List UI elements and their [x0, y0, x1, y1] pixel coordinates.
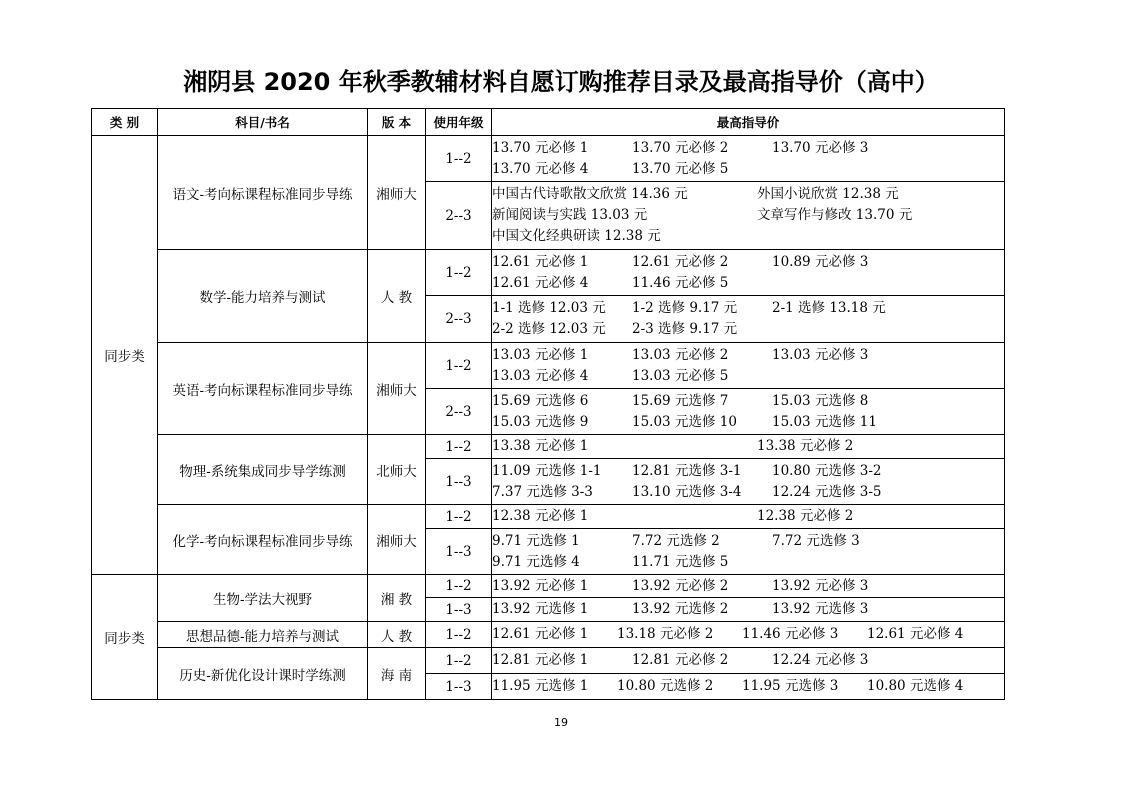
- grade-cell: 1--2: [426, 136, 492, 182]
- book-name: 物理-系统集成同步导学练测: [158, 435, 368, 505]
- price-entry: 10.80 元选修 2: [617, 678, 714, 694]
- table-row: [92, 250, 1005, 296]
- price-cell: [492, 182, 1005, 250]
- price-entry: 15.69 元选修 7: [632, 392, 729, 409]
- book-name: 生物-学法大视野: [158, 575, 368, 622]
- grade-cell: 1--3: [426, 598, 492, 622]
- price-cell: [492, 622, 1005, 648]
- price-entry: 9.71 元选修 1: [492, 532, 580, 549]
- price-cell: [492, 389, 1005, 435]
- header-edition: 版 本: [368, 109, 426, 136]
- price-cell: [492, 529, 1005, 575]
- price-line: [492, 345, 1004, 366]
- price-entry: 12.38 元必修 2: [757, 508, 854, 524]
- price-line: [492, 205, 1004, 226]
- price-entry: 15.03 元选修 8: [772, 392, 869, 409]
- grade-cell: 1--2: [426, 648, 492, 674]
- book-edition: 人 教: [368, 250, 426, 343]
- price-entry: 13.70 元必修 5: [632, 160, 729, 177]
- book-name: 化学-考向标课程标准同步导练: [158, 505, 368, 575]
- book-edition: 人 教: [368, 622, 426, 648]
- price-line: [492, 461, 1004, 482]
- price-line: [492, 273, 1004, 294]
- price-line: [492, 531, 1004, 552]
- price-entry: 13.03 元必修 1: [492, 346, 589, 363]
- price-line: [492, 226, 1004, 247]
- price-line: [492, 482, 1004, 503]
- price-entry: 7.72 元选修 3: [772, 532, 860, 549]
- price-entry: 15.03 元选修 11: [772, 413, 877, 430]
- price-cell: [492, 296, 1005, 343]
- price-line: [492, 138, 1004, 159]
- category-cell: 同步类: [92, 136, 158, 575]
- price-entry: 12.81 元选修 3-1: [632, 462, 742, 479]
- book-name: 历史-新优化设计课时学练测: [158, 648, 368, 700]
- price-entry: 13.18 元必修 2: [617, 626, 714, 642]
- grade-cell: 1--3: [426, 674, 492, 700]
- price-entry: 中国文化经典研读 12.38 元: [492, 228, 661, 244]
- price-line: [492, 391, 1004, 412]
- price-entry: 11.71 元选修 5: [632, 553, 729, 570]
- price-entry: 7.37 元选修 3-3: [492, 483, 593, 500]
- price-entry: 11.09 元选修 1-1: [492, 462, 602, 479]
- price-entry: 12.61 元必修 4: [492, 274, 589, 291]
- price-entry: 13.92 元选修 3: [772, 601, 869, 617]
- header-price: 最高指导价: [492, 109, 1005, 136]
- price-line: [492, 599, 1004, 620]
- price-entry: 13.92 元必修 2: [632, 577, 729, 594]
- grade-cell: 1--2: [426, 250, 492, 296]
- price-line: [492, 184, 1004, 205]
- price-entry: 13.92 元选修 1: [492, 601, 589, 617]
- header-row: [92, 109, 1005, 136]
- price-entry: 13.03 元必修 2: [632, 346, 729, 363]
- price-entry: 10.80 元选修 4: [867, 678, 964, 694]
- book-edition: 海 南: [368, 648, 426, 700]
- price-entry: 新闻阅读与实践 13.03 元: [492, 207, 648, 223]
- book-edition: 湘师大: [368, 343, 426, 435]
- price-entry: 13.38 元必修 1: [492, 438, 589, 454]
- grade-cell: 1--2: [426, 622, 492, 648]
- price-entry: 12.61 元必修 4: [867, 626, 964, 642]
- category-cell: 同步类: [92, 575, 158, 700]
- table-row: [92, 136, 1005, 182]
- grade-cell: 2--3: [426, 296, 492, 343]
- price-entry: 1-2 选修 9.17 元: [632, 300, 738, 316]
- price-entry: 12.81 元必修 1: [492, 652, 589, 668]
- price-entry: 12.24 元选修 3-5: [772, 483, 882, 500]
- price-entry: 13.92 元必修 1: [492, 577, 589, 594]
- book-name: 语文-考向标课程标准同步导练: [158, 136, 368, 250]
- price-cell: [492, 136, 1005, 182]
- book-edition: 湘师大: [368, 505, 426, 575]
- price-entry: 7.72 元选修 2: [632, 532, 720, 549]
- header-grade: 使用年级: [426, 109, 492, 136]
- page-title: 湘阴县 2020 年秋季教辅材料自愿订购推荐目录及最高指导价（高中）: [183, 68, 939, 96]
- price-entry: 10.89 元必修 3: [772, 253, 869, 270]
- book-name: 思想品德-能力培养与测试: [158, 622, 368, 648]
- price-line: [492, 298, 1004, 319]
- price-cell: [492, 648, 1005, 674]
- price-entry: 11.46 元必修 5: [632, 274, 729, 291]
- price-entry: 12.61 元必修 2: [632, 253, 729, 270]
- price-entry: 2-2 选修 12.03 元: [492, 321, 606, 337]
- price-entry: 11.46 元必修 3: [742, 626, 839, 642]
- price-cell: [492, 459, 1005, 505]
- header-category: 类 别: [92, 109, 158, 136]
- price-entry: 13.38 元必修 2: [757, 438, 854, 454]
- price-line: [492, 436, 1004, 457]
- price-line: [492, 412, 1004, 433]
- price-cell: [492, 674, 1005, 700]
- price-cell: [492, 505, 1005, 529]
- price-line: [492, 506, 1004, 527]
- price-line: [492, 159, 1004, 180]
- grade-cell: 1--2: [426, 343, 492, 389]
- price-line: [492, 552, 1004, 573]
- price-entry: 15.03 元选修 10: [632, 413, 737, 430]
- table-row: [92, 435, 1005, 459]
- price-cell: [492, 598, 1005, 622]
- book-edition: 湘师大: [368, 136, 426, 250]
- table-row: [92, 505, 1005, 529]
- price-entry: 13.92 元选修 2: [632, 601, 729, 617]
- page-number: 19: [554, 716, 568, 729]
- price-entry: 12.61 元必修 1: [492, 626, 589, 642]
- price-entry: 1-1 选修 12.03 元: [492, 300, 606, 316]
- price-cell: [492, 250, 1005, 296]
- grade-cell: 1--2: [426, 505, 492, 529]
- price-entry: 10.80 元选修 3-2: [772, 462, 882, 479]
- grade-cell: 2--3: [426, 182, 492, 250]
- price-entry: 11.95 元选修 1: [492, 678, 589, 694]
- price-entry: 13.03 元必修 3: [772, 346, 869, 363]
- price-line: [492, 624, 1004, 645]
- price-entry: 9.71 元选修 4: [492, 553, 580, 570]
- price-entry: 中国古代诗歌散文欣赏 14.36 元: [492, 186, 688, 202]
- price-entry: 15.69 元选修 6: [492, 392, 589, 409]
- price-entry: 13.03 元必修 4: [492, 367, 589, 384]
- price-entry: 13.10 元选修 3-4: [632, 483, 742, 500]
- price-entry: 12.61 元必修 1: [492, 253, 589, 270]
- price-entry: 13.70 元必修 1: [492, 139, 589, 156]
- price-line: [492, 676, 1004, 697]
- price-entry: 12.24 元必修 3: [772, 652, 869, 668]
- header-book: 科目/书名: [158, 109, 368, 136]
- price-entry: 外国小说欣赏 12.38 元: [757, 186, 899, 202]
- grade-cell: 1--3: [426, 459, 492, 505]
- price-cell: [492, 343, 1005, 389]
- price-entry: 12.38 元必修 1: [492, 508, 589, 524]
- price-entry: 12.81 元必修 2: [632, 652, 729, 668]
- book-name: 数学-能力培养与测试: [158, 250, 368, 343]
- price-entry: 13.70 元必修 2: [632, 139, 729, 156]
- grade-cell: 1--2: [426, 575, 492, 598]
- price-cell: [492, 435, 1005, 459]
- price-cell: [492, 575, 1005, 598]
- price-entry: 13.03 元必修 5: [632, 367, 729, 384]
- book-name: 英语-考向标课程标准同步导练: [158, 343, 368, 435]
- price-entry: 11.95 元选修 3: [742, 678, 839, 694]
- table-row: [92, 575, 1005, 598]
- book-edition: 湘 教: [368, 575, 426, 622]
- price-entry: 文章写作与修改 13.70 元: [757, 207, 913, 223]
- price-entry: 13.92 元必修 3: [772, 577, 869, 594]
- grade-cell: 2--3: [426, 389, 492, 435]
- price-line: [492, 650, 1004, 671]
- price-entry: 15.03 元选修 9: [492, 413, 589, 430]
- price-line: [492, 576, 1004, 597]
- price-entry: 2-1 选修 13.18 元: [772, 300, 886, 316]
- price-table: [91, 108, 1005, 700]
- price-line: [492, 366, 1004, 387]
- price-entry: 13.70 元必修 3: [772, 139, 869, 156]
- price-line: [492, 252, 1004, 273]
- price-entry: 13.70 元必修 4: [492, 160, 589, 177]
- table-row: [92, 343, 1005, 389]
- price-entry: 2-3 选修 9.17 元: [632, 321, 738, 337]
- table-row: [92, 648, 1005, 674]
- price-line: [492, 319, 1004, 340]
- grade-cell: 1--2: [426, 435, 492, 459]
- book-edition: 北师大: [368, 435, 426, 505]
- table-row: [92, 622, 1005, 648]
- grade-cell: 1--3: [426, 529, 492, 575]
